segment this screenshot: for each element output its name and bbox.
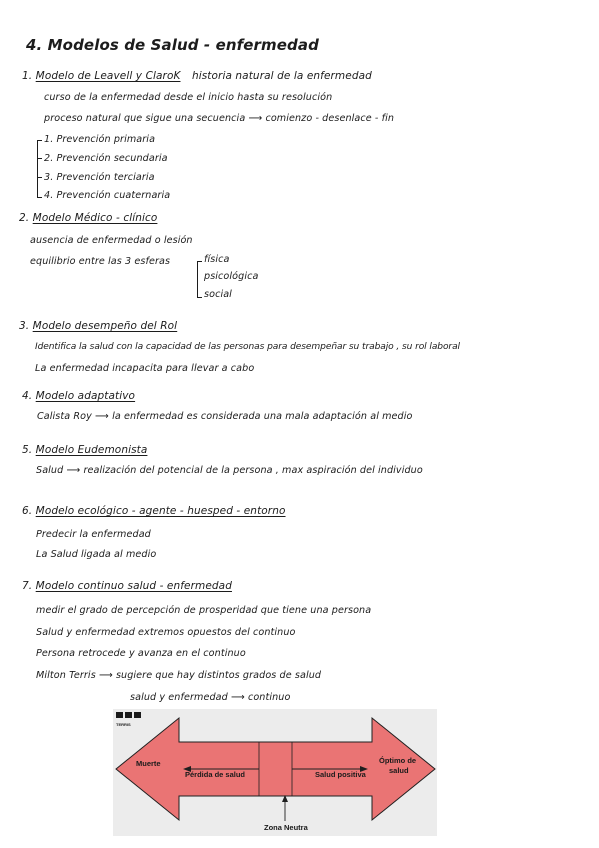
- logo-block: [134, 712, 141, 718]
- text-line: Salud ⟶ realización del potencial de la persona , max aspiración del individuo: [36, 465, 423, 476]
- section-number: 3.: [19, 320, 30, 332]
- text-line: Predecir la enfermedad: [36, 529, 151, 540]
- section-number: 1.: [22, 70, 33, 82]
- section-2-heading: [19, 212, 157, 224]
- text-line: La Salud ligada al medio: [36, 549, 157, 560]
- section-title: Modelo adaptativo: [35, 390, 136, 402]
- text-line: proceso natural que sigue una secuencia ⟶ comienzo - desenlace - fin: [44, 113, 395, 124]
- text-line: equilibrio entre las 3 esferas: [30, 256, 171, 267]
- text-line: curso de la enfermedad desde el inicio hasta su resolución: [44, 92, 333, 103]
- text-line: Salud y enfermedad extremos opuestos del continuo: [36, 627, 296, 638]
- text-line: salud y enfermedad ⟶ continuo: [130, 692, 291, 703]
- logo-block: [116, 712, 123, 718]
- label-perdida-salud: Pérdida de salud: [185, 770, 246, 779]
- double-arrow: [116, 718, 435, 820]
- list-item: física: [204, 254, 230, 265]
- text-line: Persona retrocede y avanza en el continuo: [36, 648, 246, 659]
- list-item: 3. Prevención terciaria: [44, 172, 155, 183]
- brace-tick: [37, 177, 42, 178]
- section-5-heading: [22, 444, 147, 456]
- prevention-brace: [37, 140, 42, 198]
- page-title: 4. Modelos de Salud - enfermedad: [26, 36, 319, 54]
- section-number: 4.: [22, 390, 33, 402]
- label-muerte: Muerte: [136, 759, 161, 768]
- text-line: ausencia de enfermedad o lesión: [30, 235, 193, 246]
- label-optimo: Óptimo de: [379, 756, 417, 765]
- text-line: Milton Terris ⟶ sugiere que hay distintos grados de salud: [36, 670, 322, 681]
- brace-tick: [37, 158, 42, 159]
- list-item: 4. Prevención cuaternaria: [44, 190, 171, 201]
- list-item: social: [204, 289, 232, 300]
- list-item: 2. Prevención secundaria: [44, 153, 168, 164]
- section-subtitle: historia natural de la enfermedad: [191, 70, 372, 82]
- text-line: Calista Roy ⟶ la enfermedad es considerada una mala adaptación al medio: [37, 411, 413, 422]
- label-zona-neutra: Zona Neutra: [264, 823, 308, 832]
- health-continuum-figure: [113, 709, 437, 836]
- logo-block: [125, 712, 132, 718]
- text-line: medir el grado de percepción de prosperidad que tiene una persona: [36, 605, 372, 616]
- section-6-heading: [22, 505, 286, 517]
- label-salud-positiva: Salud positiva: [315, 770, 366, 779]
- section-number: 2.: [19, 212, 30, 224]
- label-optimo-salud: salud: [389, 766, 409, 775]
- text-line: Identifica la salud con la capacidad de las personas para desempeñar su trabajo , su rol laboral: [35, 342, 460, 352]
- section-7-heading: [22, 580, 232, 592]
- section-title: Modelo desempeño del Rol: [32, 320, 178, 332]
- section-number: 7.: [22, 580, 33, 592]
- list-item: 1. Prevención primaria: [44, 134, 156, 145]
- text-line: La enfermedad incapacita para llevar a cabo: [35, 363, 255, 374]
- section-title: Modelo continuo salud - enfermedad: [35, 580, 232, 592]
- section-4-heading: [22, 390, 135, 402]
- section-number: 5.: [22, 444, 33, 456]
- logo-text: TERRIS: [116, 722, 131, 727]
- continuum-diagram: [113, 709, 437, 836]
- section-number: 6.: [22, 505, 33, 517]
- section-title: Modelo de Leavell y ClaroK: [35, 70, 181, 82]
- section-title: Modelo ecológico - agente - huesped - entorno: [35, 505, 286, 517]
- section-title: Modelo Eudemonista: [35, 444, 148, 456]
- section-title: Modelo Médico - clínico: [32, 212, 158, 224]
- section-3-heading: [19, 320, 177, 332]
- list-item: psicológica: [204, 271, 259, 282]
- spheres-brace: [197, 261, 202, 298]
- section-1-heading: [22, 70, 372, 82]
